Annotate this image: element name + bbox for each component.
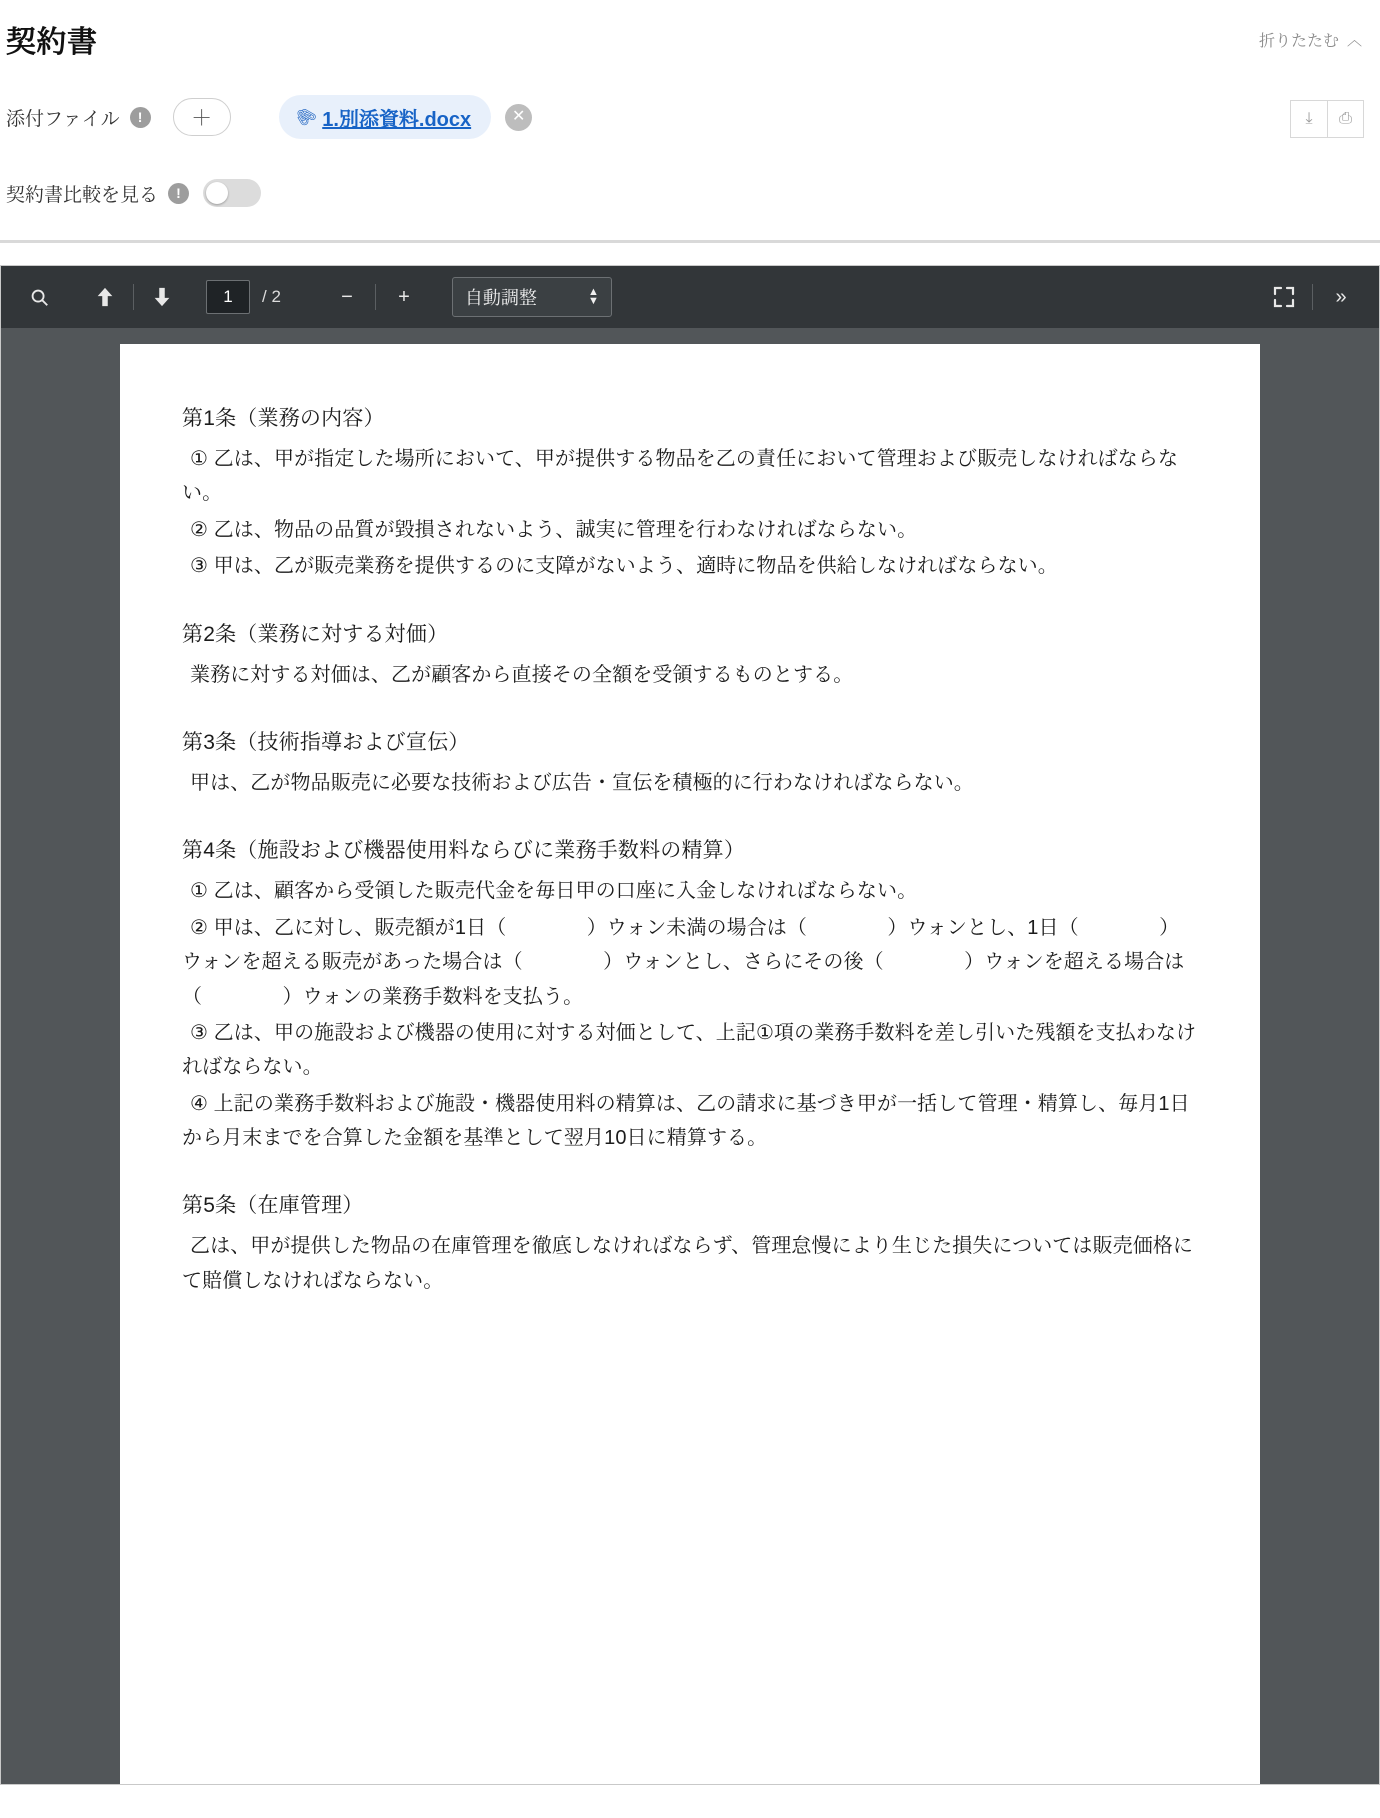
pdf-viewer — [0, 265, 1380, 1785]
article-line: ④ 上記の業務手数料および施設・機器使用料の精算は、乙の請求に基づき甲が一括して管理・精算し、毎月1日から月末までを合算した金額を基準として翌月10日に精算する。 — [182, 1092, 1190, 1150]
attachment-file-chip[interactable] — [279, 95, 492, 139]
print-icon[interactable]: ⎙ — [1327, 101, 1363, 137]
compare-row — [0, 156, 1380, 230]
article-line: 乙は、甲が提供した物品の在庫管理を徹底しなければならず、管理怠慢により生じた損失については販売価格にて賠償しなければならない。 — [182, 1235, 1193, 1292]
info-icon[interactable]: ! — [130, 107, 151, 128]
pdf-toolbar — [1, 266, 1379, 328]
article-title: 第2条（業務に対する対価） — [182, 622, 449, 646]
article-1 — [182, 402, 1198, 584]
pdf-scroll-area[interactable] — [1, 328, 1379, 1784]
chevron-up-icon: ︿ — [1346, 31, 1362, 49]
article-line: ① 乙は、顧客から受領した販売代金を毎日甲の口座に入金しなければならない。 — [190, 880, 918, 903]
attachment-actions — [1290, 100, 1364, 138]
compare-info-icon[interactable]: ! — [168, 183, 189, 204]
collapse-toggle[interactable] — [1259, 28, 1362, 51]
remove-attachment-icon[interactable]: ✕ — [505, 104, 532, 131]
more-options-icon[interactable]: » — [1335, 285, 1347, 308]
article-line: ② 乙は、物品の品質が毀損されないよう、誠実に管理を行わなければならない。 — [190, 518, 918, 541]
article-4 — [182, 834, 1198, 1155]
article-2 — [182, 618, 1198, 692]
attachment-label: 添付ファイル — [6, 108, 120, 130]
compare-toggle[interactable] — [203, 179, 261, 207]
zoom-in-button[interactable]: + — [398, 285, 410, 308]
page-number-input[interactable] — [206, 280, 250, 314]
download-icon[interactable]: ⤓ — [1291, 101, 1327, 137]
article-5 — [182, 1189, 1198, 1298]
attachment-file-name[interactable]: 1.別添資料.docx — [322, 108, 472, 131]
article-3 — [182, 726, 1198, 800]
toggle-knob — [206, 182, 228, 204]
section-divider — [0, 240, 1380, 243]
attachment-row — [0, 78, 1380, 156]
article-line: 甲は、乙が物品販売に必要な技術および広告・宣伝を積極的に行わなければならない。 — [190, 771, 974, 794]
article-line: ② 甲は、乙に対し、販売額が1日（ ）ウォン未満の場合は（ ）ウォンとし、1日（ ）ウォンを超える販売があった場合は（ ）ウォンとし、さらにその後（ ）ウォンを超える場合は（ ）ウォンの業務手数料を支払う。 — [182, 916, 1185, 1008]
previous-page-icon[interactable] — [83, 275, 127, 319]
search-icon[interactable] — [17, 275, 61, 319]
zoom-out-button[interactable]: − — [341, 285, 353, 308]
zoom-level-select[interactable] — [452, 277, 612, 317]
article-line: 業務に対する対価は、乙が顧客から直接その全額を受領するものとする。 — [190, 663, 854, 686]
zoom-level-value: 自動調整 — [464, 288, 537, 308]
paperclip-icon: 🖇 — [290, 102, 320, 131]
pdf-toolbar-right — [1262, 275, 1363, 319]
compare-label: 契約書比較を見る — [6, 184, 159, 206]
article-title: 第3条（技術指導および宣伝） — [182, 730, 470, 754]
chevron-updown-icon: ▲ ▼ — [588, 286, 599, 307]
fullscreen-icon[interactable] — [1262, 275, 1306, 319]
add-attachment-button[interactable]: ＋ — [173, 98, 231, 136]
page-title: 契約書 — [6, 26, 98, 59]
collapse-label: 折りたたむ — [1258, 32, 1339, 50]
page-total-label: / 2 — [262, 287, 281, 306]
page-header — [0, 0, 1380, 78]
next-page-icon[interactable] — [140, 275, 184, 319]
article-line: ③ 甲は、乙が販売業務を提供するのに支障がないよう、適時に物品を供給しなければならない。 — [190, 555, 1058, 578]
article-line: ③ 乙は、甲の施設および機器の使用に対する対価として、上記①項の業務手数料を差し引いた残額を支払わなければならない。 — [182, 1021, 1197, 1079]
article-line: ① 乙は、甲が指定した場所において、甲が提供する物品を乙の責任において管理および販売しなければならない。 — [182, 448, 1179, 505]
article-title: 第4条（施設および機器使用料ならびに業務手数料の精算） — [182, 839, 746, 863]
pdf-page — [120, 344, 1260, 1784]
article-title: 第5条（在庫管理） — [182, 1194, 364, 1218]
article-title: 第1条（業務の内容） — [182, 407, 385, 430]
